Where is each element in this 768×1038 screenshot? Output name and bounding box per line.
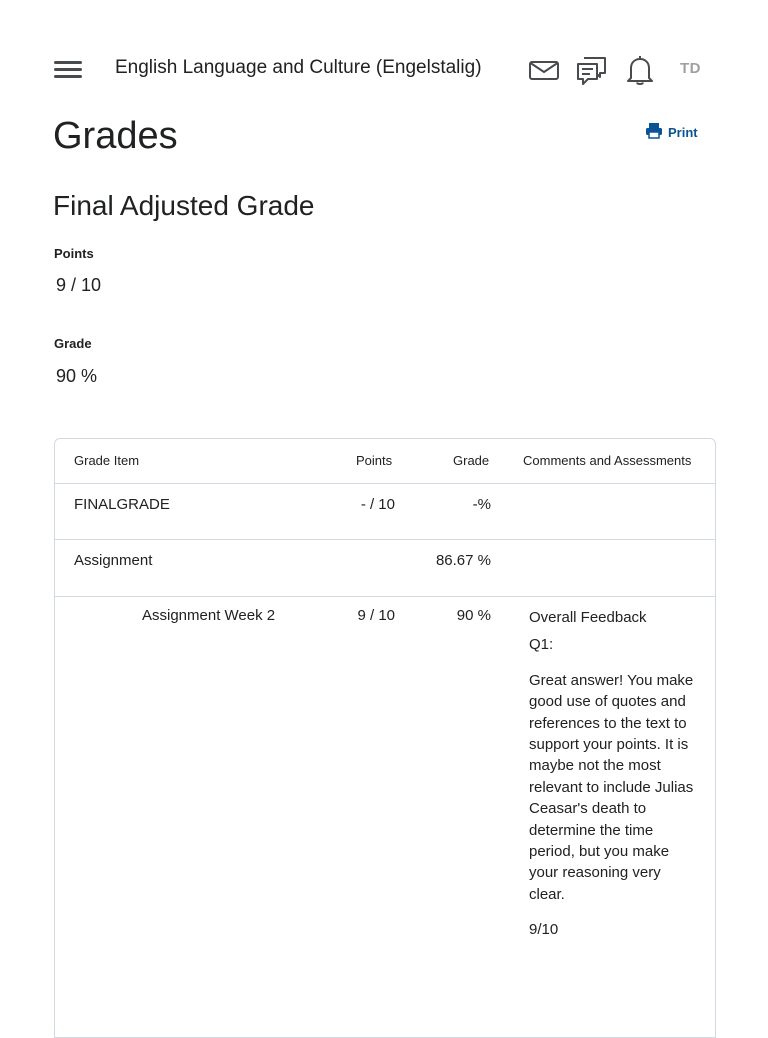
table-header <box>55 439 716 484</box>
print-label: Print <box>668 124 698 140</box>
row-grade: 86.67 % <box>435 552 491 569</box>
row-grade: 90 % <box>456 607 491 624</box>
header-comments: Comments and Assessments <box>523 453 692 468</box>
row-item[interactable]: Assignment Week 2 <box>142 607 276 624</box>
course-title[interactable]: English Language and Culture (Engelstalig) <box>115 57 482 78</box>
row-points: - / 10 <box>360 496 395 513</box>
menu-icon[interactable] <box>52 59 84 81</box>
table-row <box>55 540 716 597</box>
printer-icon <box>645 122 663 142</box>
feedback-question: Q1: <box>529 636 554 654</box>
table-row <box>55 597 716 1038</box>
feedback-score: 9/10 <box>529 921 559 939</box>
print-button[interactable] <box>645 122 698 142</box>
page-title: Grades <box>53 115 178 157</box>
table-row <box>55 483 716 540</box>
points-label: Points <box>54 246 94 261</box>
user-avatar[interactable]: TD <box>680 60 701 77</box>
email-icon[interactable] <box>527 53 561 87</box>
grade-label: Grade <box>54 336 92 351</box>
top-navbar <box>0 0 768 110</box>
row-item: Assignment <box>74 552 153 569</box>
row-grade: -% <box>472 496 491 513</box>
header-points: Points <box>356 453 393 468</box>
feedback-text: Great answer! You make good use of quotes and references to the text to support your points. It is maybe not the most relevant to include Julias Ceasar's death to determine the time period, but you make your reasoning very clear. <box>529 671 694 903</box>
row-points: 9 / 10 <box>357 607 395 624</box>
feedback-cell <box>529 607 699 941</box>
bell-icon[interactable] <box>623 53 657 87</box>
chat-icon[interactable] <box>575 53 609 87</box>
header-grade-item: Grade Item <box>74 453 140 468</box>
grades-table <box>54 438 716 1038</box>
feedback-heading: Overall Feedback <box>529 609 647 626</box>
grade-value: 90 % <box>56 366 98 386</box>
final-adjusted-grade-heading: Final Adjusted Grade <box>53 190 315 221</box>
points-value: 9 / 10 <box>56 275 102 295</box>
header-grade: Grade <box>453 453 490 468</box>
row-item: FINALGRADE <box>74 496 170 513</box>
